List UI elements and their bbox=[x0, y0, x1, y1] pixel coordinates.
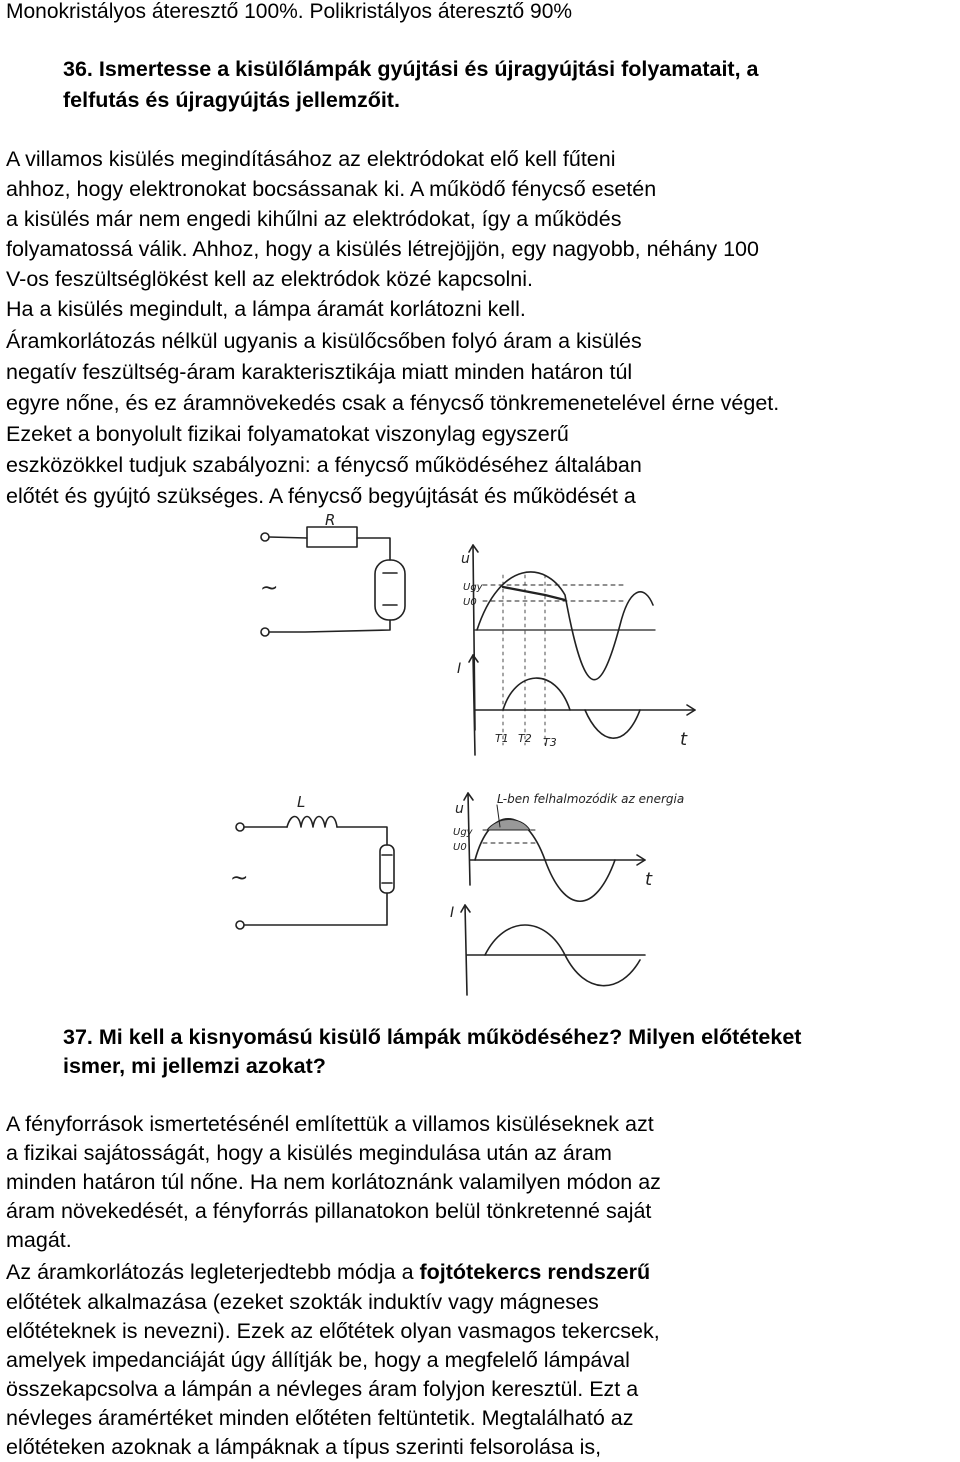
q36-paragraph-line: Ha a kisülés megindult, a lámpa áramát korlátozni kell. bbox=[6, 297, 526, 321]
ac-source-label-2: ~ bbox=[230, 866, 249, 891]
q37-bold-line bbox=[6, 1258, 650, 1286]
q37-paragraph-line: összekapcsolva a lámpán a névleges áram folyjon keresztül. Ezt a bbox=[6, 1377, 639, 1401]
q37-paragraph-line: előtéteknek is nevezni). Ezek az előtétek olyan vasmagos tekercsek, bbox=[6, 1319, 660, 1343]
current-graph-1 bbox=[457, 655, 695, 755]
t3-label: T3 bbox=[543, 736, 557, 749]
u0-label: U0 bbox=[463, 597, 477, 608]
inductor-icon bbox=[287, 817, 337, 828]
lamp-voltage-segment bbox=[503, 587, 565, 600]
circuit-resistor-tube bbox=[260, 511, 405, 636]
question-37-title-line-2: ismer, mi jellemzi azokat? bbox=[63, 1054, 326, 1078]
resistor-icon bbox=[307, 527, 357, 547]
q37-paragraph-line: előtétek alkalmazása (ezeket szokták induktív vagy mágneses bbox=[6, 1290, 599, 1314]
q36-paragraph-line: Áramkorlátozás nélkül ugyanis a kisülőcsőben folyó áram a kisülés bbox=[6, 329, 642, 353]
energy-annotation: L-ben felhalmozódik az energia bbox=[497, 792, 685, 806]
inductor-label: L bbox=[297, 793, 306, 811]
i-axis-label: I bbox=[457, 661, 462, 677]
q36-paragraph-line: V-os feszültséglökést kell az elektródok közé kapcsolni. bbox=[6, 267, 534, 291]
bold-term: fojtótekercs rendszerű bbox=[419, 1260, 651, 1284]
q36-paragraph-line: egyre nőne, és ez áramnövekedés csak a fénycső tönkremenetelével érne véget. bbox=[6, 391, 780, 415]
hand-drawn-circuit-sketch bbox=[225, 505, 785, 1005]
terminal-icon bbox=[261, 533, 269, 541]
terminal-icon bbox=[236, 823, 244, 831]
t-axis-label: t bbox=[680, 729, 688, 750]
lamp-tube-icon-2 bbox=[380, 845, 394, 893]
ugy-label: Ugy bbox=[463, 582, 483, 593]
u-axis-label: u bbox=[461, 551, 470, 567]
current-graph-2 bbox=[450, 905, 645, 995]
q36-paragraph-line: előtét és gyújtó szükséges. A fénycső begyújtását és működését a bbox=[6, 484, 636, 508]
q37-paragraph-line: előtéteken azoknak a lámpáknak a típus szerinti felsorolása is, bbox=[6, 1435, 602, 1459]
question-36-title-line-1: 36. Ismertesse a kisülőlámpák gyújtási és újragyújtási folyamatait, a bbox=[63, 57, 759, 81]
i-axis-label-2: I bbox=[450, 905, 455, 921]
question-37-title-line-1: 37. Mi kell a kisnyomású kisülő lámpák működéséhez? Milyen előtéteket bbox=[63, 1025, 802, 1049]
energy-hatch-area bbox=[487, 819, 530, 830]
q37-paragraph-line: minden határon túl nőne. Ha nem korlátoznánk valamilyen módon az bbox=[6, 1170, 661, 1194]
q37-paragraph-line: magát. bbox=[6, 1228, 72, 1252]
current-curve bbox=[503, 678, 570, 710]
q36-paragraph-line: folyamatossá válik. Ahhoz, hogy a kisülés létrejöjjön, egy nagyobb, néhány 100 bbox=[6, 237, 759, 261]
q37-paragraph-line: A fényforrások ismertetésénél említettük a villamos kisüléseknek azt bbox=[6, 1112, 654, 1136]
u0-label-2: U0 bbox=[453, 842, 467, 853]
t2-label: T2 bbox=[518, 732, 532, 745]
q36-paragraph-line: a kisülés már nem engedi kihűlni az elektródokat, így a működés bbox=[6, 207, 622, 231]
voltage-graph-1 bbox=[461, 545, 655, 745]
q37-paragraph-line: a fizikai sajátosságát, hogy a kisülés megindulása után az áram bbox=[6, 1141, 612, 1165]
voltage-graph-2 bbox=[453, 792, 684, 901]
q36-paragraph-line: ahhoz, hogy elektronokat bocsássanak ki. A működő fénycső esetén bbox=[6, 177, 657, 201]
question-36-title-line-2: felfutás és újragyújtás jellemzőit. bbox=[63, 88, 400, 112]
terminal-icon bbox=[236, 921, 244, 929]
t-axis-label-2: t bbox=[645, 869, 653, 890]
q36-paragraph-line: negatív feszültség-áram karakterisztikája miatt minden határon túl bbox=[6, 360, 633, 384]
t1-label: T1 bbox=[495, 732, 509, 745]
q36-paragraph-line: A villamos kisülés megindításához az elektródokat elő kell fűteni bbox=[6, 147, 616, 171]
q37-paragraph-line: áram növekedését, a fényforrás pillanatokon belül tönkretenné saját bbox=[6, 1199, 652, 1223]
ugy-label-2: Ugy bbox=[453, 827, 473, 838]
ac-source-label: ~ bbox=[260, 576, 279, 601]
terminal-icon bbox=[261, 628, 269, 636]
q37-paragraph-line: amelyek impedanciáját úgy állítják be, hogy a megfelelő lámpával bbox=[6, 1348, 630, 1372]
circuit-inductor-tube bbox=[230, 793, 394, 929]
u-axis-label-2: u bbox=[455, 801, 464, 817]
page-header-text: Monokristályos áteresztő 100%. Polikristályos áteresztő 90% bbox=[6, 0, 573, 23]
lamp-tube-icon bbox=[375, 560, 405, 620]
q37-paragraph-line: névleges áramértéket minden előtéten feltüntetik. Megtalálható az bbox=[6, 1406, 634, 1430]
q36-paragraph-line: Ezeket a bonyolult fizikai folyamatokat viszonylag egyszerű bbox=[6, 422, 569, 446]
bold-line-lead-text: Az áramkorlátozás legleterjedtebb módja a bbox=[6, 1260, 420, 1284]
q36-paragraph-line: eszközökkel tudjuk szabályozni: a fénycső működéséhez általában bbox=[6, 453, 642, 477]
resistor-label: R bbox=[325, 511, 336, 529]
